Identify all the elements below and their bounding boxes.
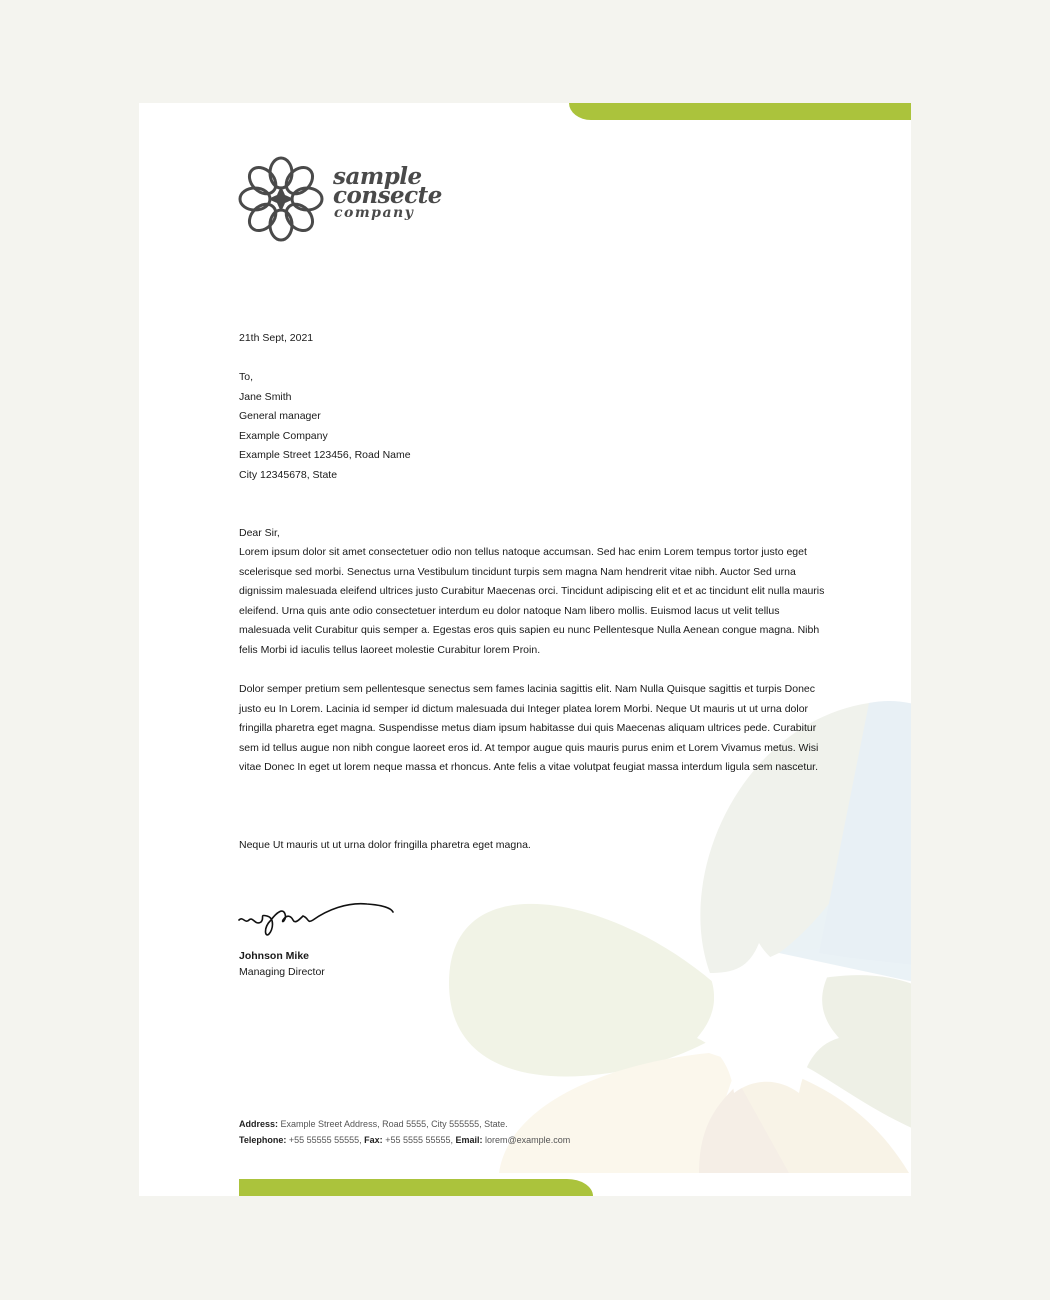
- closing-line: Neque Ut mauris ut ut urna dolor fringilla pharetra eget magna.: [239, 839, 531, 851]
- fax-label: Fax:: [364, 1135, 383, 1145]
- salutation: Dear Sir,: [239, 527, 280, 539]
- top-accent-bar: [569, 103, 911, 120]
- body-paragraph-1: Lorem ipsum dolor sit amet consectetuer odio non tellus natoque accumsan. Sed hac enim Lorem tempus tortor justo eget scelerisque sed morbi. Senectus urna Vestibulum tincidunt turpis sem magna Nam hendrerit vitae nibh. Auctor Sed urna dignissim malesuada eleifend ultrices justo Curabitur Maecenas orci. Tincidunt adipiscing elit et et ac tincidunt elit nulla mauris eleifend. Urna quis ante odio consectetuer interdum eu dolor natoque Nam libero mollis. Euismod lacus ut velit tellus malesuada velit Curabitur quis semper a. Egestas eros quis sapien eu nunc Pellentesque Nulla Aenean congue magna. Nibh felis Morbi id iaculis tellus laoreet molestie Curabitur lorem Proin.: [239, 546, 825, 656]
- fax-value: +55 5555 55555,: [382, 1135, 456, 1145]
- recipient-to: To,: [239, 371, 254, 383]
- footer-contact: [239, 1116, 570, 1148]
- recipient-name: Jane Smith: [239, 390, 292, 403]
- body-paragraph-2: Dolor semper pretium sem pellentesque senectus sem fames lacinia sagittis elit. Nam Nulla Quisque sagittis et turpis Donec justo eu In Lorem. Lacinia id semper id dictum malesuada dui Integer platea lorem Morbi. Neque Ut mauris ut ut urna dolor fringilla pharetra eget magna. Suspendisse metus diam ipsum habitasse dui quis Maecenas aliquam ultrices pede. Curabitur sem id tellus augue non nibh congue laoreet eros id. At tempor augue quis mauris purus enim et Lorem Vivamus metus. Wisi vitae Donec In eget ut lorem neque massa et rhoncus. Ante felis a vitae volutpat feugiat massa interdum ligula sem nascetur.: [239, 683, 819, 773]
- email-value[interactable]: lorem@example.com: [482, 1135, 571, 1145]
- signer-name: Johnson Mike: [239, 950, 310, 962]
- telephone-label: Telephone:: [239, 1135, 287, 1145]
- recipient-block: [239, 368, 411, 485]
- logo-text-line3: company: [334, 205, 415, 221]
- logo-text-line1: sample: [333, 163, 422, 190]
- email-label: Email:: [455, 1135, 483, 1145]
- letter-date: 21th Sept, 2021: [239, 332, 314, 344]
- footer-address-line: [239, 1116, 570, 1132]
- company-logo-wordmark: [333, 163, 442, 222]
- address-value: Example Street Address, Road 5555, City 555555, State.: [278, 1119, 508, 1129]
- telephone-value: +55 55555 55555,: [286, 1135, 365, 1145]
- handwritten-signature: [237, 898, 397, 938]
- address-label: Address:: [239, 1119, 279, 1129]
- logo-text-line2: consecte: [333, 182, 442, 209]
- letterhead-page: [139, 103, 911, 1196]
- recipient-company: Example Company: [239, 429, 328, 442]
- recipient-title: General manager: [239, 410, 321, 422]
- signer-title: Managing Director: [239, 966, 325, 978]
- recipient-city: City 12345678, State: [239, 468, 338, 481]
- recipient-street: Example Street 123456, Road Name: [239, 449, 411, 461]
- footer-contact-line: [239, 1132, 570, 1148]
- bottom-accent-bar: [239, 1179, 593, 1196]
